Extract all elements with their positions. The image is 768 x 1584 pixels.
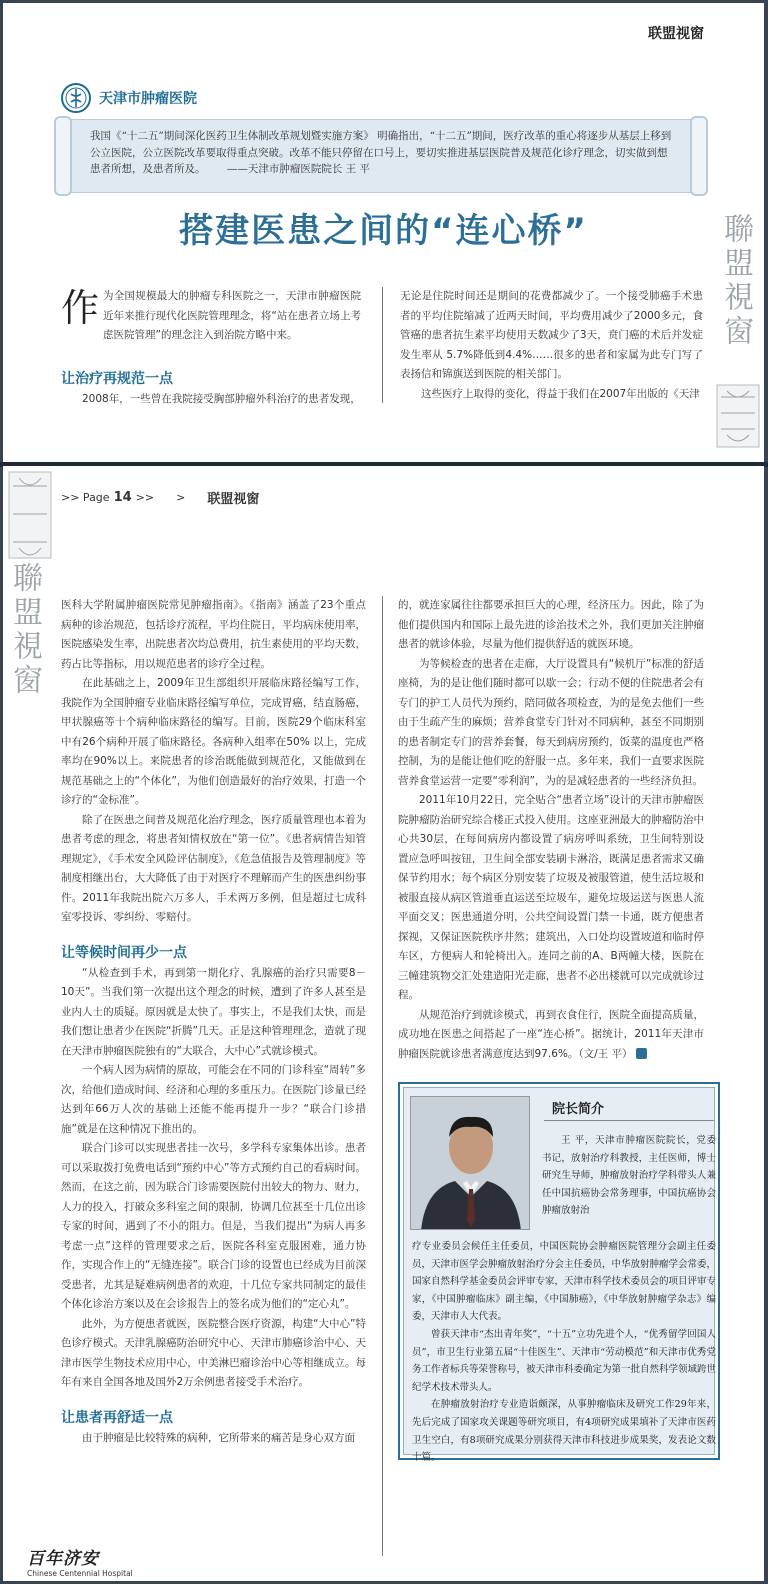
intro-text: 为全国规模最大的肿瘤专科医院之一，天津市肿瘤医院近年来推行现代化医院管理理念，将“站在患者立场上考虑医院管理”的理念注入到治院方略中来。 bbox=[103, 290, 361, 341]
bio-title: 院长简介 bbox=[552, 1102, 605, 1117]
footer-logo bbox=[27, 1544, 133, 1578]
page-prefix: >> Page bbox=[61, 491, 110, 504]
column-divider bbox=[382, 287, 383, 403]
section-tag: 联盟视窗 bbox=[648, 26, 704, 42]
side-decoration bbox=[718, 213, 764, 349]
director-bio-box bbox=[398, 1082, 720, 1464]
footer-name-en: Chinese Centennial Hospital bbox=[27, 1569, 133, 1578]
page-separator: > bbox=[176, 491, 186, 504]
page2-right-column bbox=[398, 596, 704, 1064]
paragraph: 2008年，一些曾在我院接受胸部肿瘤外科治疗的患者发现， bbox=[82, 392, 361, 405]
article-headline: 搭建医患之间的“连心桥” bbox=[179, 211, 588, 251]
magazine-page-top bbox=[3, 3, 764, 463]
editorial-quote-box bbox=[61, 119, 701, 193]
director-photo bbox=[410, 1096, 530, 1230]
side-decoration bbox=[7, 562, 53, 698]
paragraph: 一个病人因为病情的原故，可能会在不同的门诊科室“周转”多次，给他们造成时间、经济和心理的多重压力。在医院门诊量已经达到年66万人次的基础上还能不能再提升一步？“联合门诊措施”就是在这种情况下推出的。 bbox=[61, 1064, 366, 1135]
paragraph: 此外，为方便患者就医，医院整合医疗资源，构建“大中心”特色诊疗模式。天津乳腺癌防治研究中心、天津市肺癌诊治中心、天津市医学生物技术应用中心，中美淋巴瘤诊治中心等相继成立。每年有来自全国各地及国外2万余例患者接受手术治疗。 bbox=[61, 1317, 366, 1388]
page2-left-column bbox=[61, 596, 366, 1448]
paragraph: 在此基础之上，2009年卫生部组织开展临床路径编写工作，我院作为全国肿瘤专业临床路径编写单位，完成胃癌，结直肠癌，甲状腺癌等十个病种临床路径的编写。目前，医院29个临床科室中有26个病种开展了临床路径。各病种入组率在50% 以上，完成率均在90%以上。来院患者的诊治既能做到规范化，又能做到在规范基础之上的“个体化”，为他们创造最好的治疗效果，打造一个诊疗的“金标准”。 bbox=[61, 677, 366, 806]
paragraph: 联合门诊可以实现患者挂一次号，多学科专家集体出诊。患者可以采取拨打免费电话到“预约中心”等方式预约自己的看病时间。然而，在这之前，因为联合门诊需要医院付出较大的物力、财力，人力的投入，打破众多科室之间的限制，协调几位甚至十几位出诊专家的时间，遇到了不小的阻力。但是，当我们提出“为病人再多考虑一点”这样的管理要求之后，医院各科室克服困难，通力协作，实现合作上的“无缝连接”。联合门诊的设置也已经成为目前深受患者，尤其是疑难病例患者的欢迎，十几位专家共同制定的最佳个体化诊治方案以及在会诊报告上的签名成为他们的“定心丸”。 bbox=[61, 1142, 366, 1310]
page1-right-column bbox=[400, 287, 703, 404]
page1-left-column bbox=[61, 287, 361, 409]
ornament-icon bbox=[715, 383, 761, 449]
side-deco-text: 聯盟視窗 bbox=[718, 213, 753, 349]
paragraph: 的，就连家属往往都要承担巨大的心理，经济压力。因此，除了为他们提供国内和国际上最先进的诊治技术之外，我们更加关注肿瘤患者的就诊体验，尽量为他们提供舒适的就医环境。 bbox=[398, 599, 704, 650]
column-divider bbox=[382, 596, 383, 1556]
drop-cap: 作 bbox=[61, 286, 100, 330]
magazine-page-bottom bbox=[3, 466, 764, 1581]
paragraph: 这些医疗上取得的变化，得益于我们在2007年出版的《天津 bbox=[421, 387, 700, 400]
paragraph bbox=[398, 1006, 704, 1065]
paragraph: “从检查到手术，再到第一期化疗、乳腺癌的治疗只需要8－10天”。当我们第一次提出这个理念的时候，遭到了许多人甚至是业内人士的质疑。原因就是太快了。事实上，不是我们太快，而是我们想让患者少在医院“折腾”几天。正是这种管理理念，造就了现在天津市肿瘤医院独有的“大联合，大中心”式就诊模式。 bbox=[61, 966, 366, 1057]
editorial-quote bbox=[90, 128, 672, 178]
end-mark-icon: 百 bbox=[636, 1048, 647, 1059]
subhead-comfort: 让患者再舒适一点 bbox=[61, 1409, 173, 1426]
page-number: 14 bbox=[113, 490, 132, 505]
paragraph: 无论是住院时间还是期间的花费都减少了。一个接受肺癌手术患者的平均住院缩减了近两天时间，平均费用减少了2000多元，食管癌的患者抗生素平均使用天数减少了3天，贲门癌的术后并发症发生率从 5.7%降低到4.4%……很多的患者和家属为此专门写了表扬信和锦旗送到医院的相关部门。 bbox=[400, 290, 703, 380]
intro-paragraph bbox=[61, 287, 361, 346]
hospital-logo-row bbox=[61, 83, 197, 113]
page-header bbox=[61, 488, 259, 507]
paragraph: 由于肿瘤是比较特殊的病种，它所带来的痛苦是身心双方面 bbox=[82, 1431, 355, 1444]
paragraph: 2011年10月22日，完全贴合“患者立场”设计的天津市肿瘤医院肿瘤防治研究综合楼正式投入使用。这座亚洲最大的肿瘤防治中心共30层，在每间病房内都设置了病房呼叫系统，卫生间特别设置应急呼叫按钮，卫生间全部安装刷卡淋浴，既满足患者需求又确保节约用水；每个病区分别安装了垃圾及被服管道，使生活垃圾和被服直接从病区管道垂直运送至垃圾车，避免垃圾运送与医患人流平面交叉；医患通道分明，公共空间设置门禁一卡通，既方便患者探视，又保证医院秩序井然；建筑出，入口处均设置坡道和临时停车区，方便病人和轮椅出入。连同之前的A、B两幢大楼，医院在三幢建筑物交汇处建造阳光走廊，患者不必出楼就可以完成就诊过程。 bbox=[398, 794, 704, 1001]
bio-paragraph: 疗专业委员会候任主任委员，中国医院协会肿瘤医院管理分会副主任委员，天津市医学会肿瘤放射治疗分会主任委员，中华放射肿瘤学会常委，国家自然科学基金委员会评审专家，天津市科学技术委员会的项目评审专家，《中国肿瘤临床》副主编，《中国肺癌》，《中华放射肿瘤学杂志》编委，天津市人大代表。 bbox=[412, 1241, 717, 1323]
portrait-icon bbox=[411, 1097, 530, 1230]
hospital-name: 天津市肿瘤医院 bbox=[99, 91, 197, 107]
page-suffix: >> bbox=[135, 491, 155, 504]
bio-title-rule bbox=[544, 1120, 714, 1121]
quote-text: 我国《“十二五”期间深化医药卫生体制改革规划暨实施方案》 明确指出，“十二五”期间，医疗改革的重心将逐步从基层上移到公立医院，公立医院改革要取得重点突破。改革不能只停留在口号上，要切实推进基层医院普及规范化诊疗理念，切实做到想患者所想，及患者所及。 bbox=[90, 130, 672, 175]
paragraph-text: 从规范治疗到就诊模式，再到衣食住行，医院全面提高质量，成功地在医患之间搭起了一座“连心桥”。据统计，2011年天津市肿瘤医院就诊患者满意度达到97.6%。 bbox=[398, 1008, 704, 1060]
footer-name-cn: 百年济安 bbox=[27, 1549, 99, 1569]
paragraph: 为等候检查的患者在走廊，大厅设置具有“候机厅”标准的舒适座椅，为的是让他们随时都可以歇一会；行动不便的住院患者会有专门的护工人员代为预约，陪同做各项检查，为的是免去他们一些由于生疏产生的麻烦；营养食堂专门针对不同病种，甚至不同期别的患者制定专门的营养套餐，每天到病房预约，饭菜的温度也严格控制，为的是能让他们吃的舒服一点。多年来，我们一直要求医院营养食堂运营一定要“零利润”，为的是减轻患者的一些经济负担。 bbox=[398, 657, 704, 787]
paragraph: 除了在医患之间普及规范化治疗理念，医疗质量管理也本着为患者考虑的理念，将患者知情权放在“第一位”。《患者病情告知管理规定》，《手术安全风险评估制度》，《危急值报告及管理制度》等制度相继出台，大大降低了由于对医疗不理解而产生的医患纠纷事件。2011年我院出院六万多人，手术两万多例，但是超过七成科室零投诉、零纠纷、零赔付。 bbox=[61, 813, 366, 923]
bio-text-bottom bbox=[412, 1238, 716, 1467]
side-deco-text: 聯盟視窗 bbox=[7, 562, 42, 698]
bio-paragraph: 曾获天津市“杰出青年奖”，“十五”立功先进个人，“优秀留学回国人员”，市卫生行业第五届“十佳医生”、天津市“劳动模范”和天津市优秀党务工作者标兵等荣誉称号，被天津市科委确定为第一批自然科学领域跨世纪学术技术带头人。 bbox=[412, 1328, 717, 1393]
bio-paragraph: 在肿瘤放射治疗专业造诣颇深，从事肿瘤临床及研究工作29年来，先后完成了国家攻关课题等研究项目，有4项研究成果填补了天津市医药卫生空白，有8项研究成果分别获得天津市科技进步成果奖，发表论文数十篇。 bbox=[412, 1399, 716, 1464]
bio-panel bbox=[403, 1087, 717, 1464]
subhead-waiting-time: 让等候时间再少一点 bbox=[61, 944, 187, 961]
subhead-standardize: 让治疗再规范一点 bbox=[61, 370, 173, 387]
bio-paragraph: 王 平，天津市肿瘤医院院长，党委书记，放射治疗科教授，主任医师，博士研究生导师，肿瘤放射治疗学科带头人兼任中国抗癌协会常务理事，中国抗癌协会肿瘤放射治 bbox=[542, 1135, 716, 1217]
ornament-icon bbox=[7, 470, 53, 560]
byline: （文/王 平） bbox=[578, 1047, 633, 1060]
section-tag: 联盟视窗 bbox=[207, 492, 260, 507]
paragraph: 医科大学附属肿瘤医院常见肿瘤指南》。《指南》涵盖了23个重点病种的诊治规范，包括诊疗流程，平均住院日，平均病床使用率，医院感染发生率，出院患者次均总费用，抗生素使用的平均天数，药占比等指标，用以规范患者的诊疗全过程。 bbox=[61, 599, 366, 670]
hospital-emblem-icon bbox=[61, 83, 91, 113]
quote-signature: ——天津市肿瘤医院院长 王 平 bbox=[226, 163, 371, 175]
bio-text-top bbox=[542, 1132, 716, 1220]
